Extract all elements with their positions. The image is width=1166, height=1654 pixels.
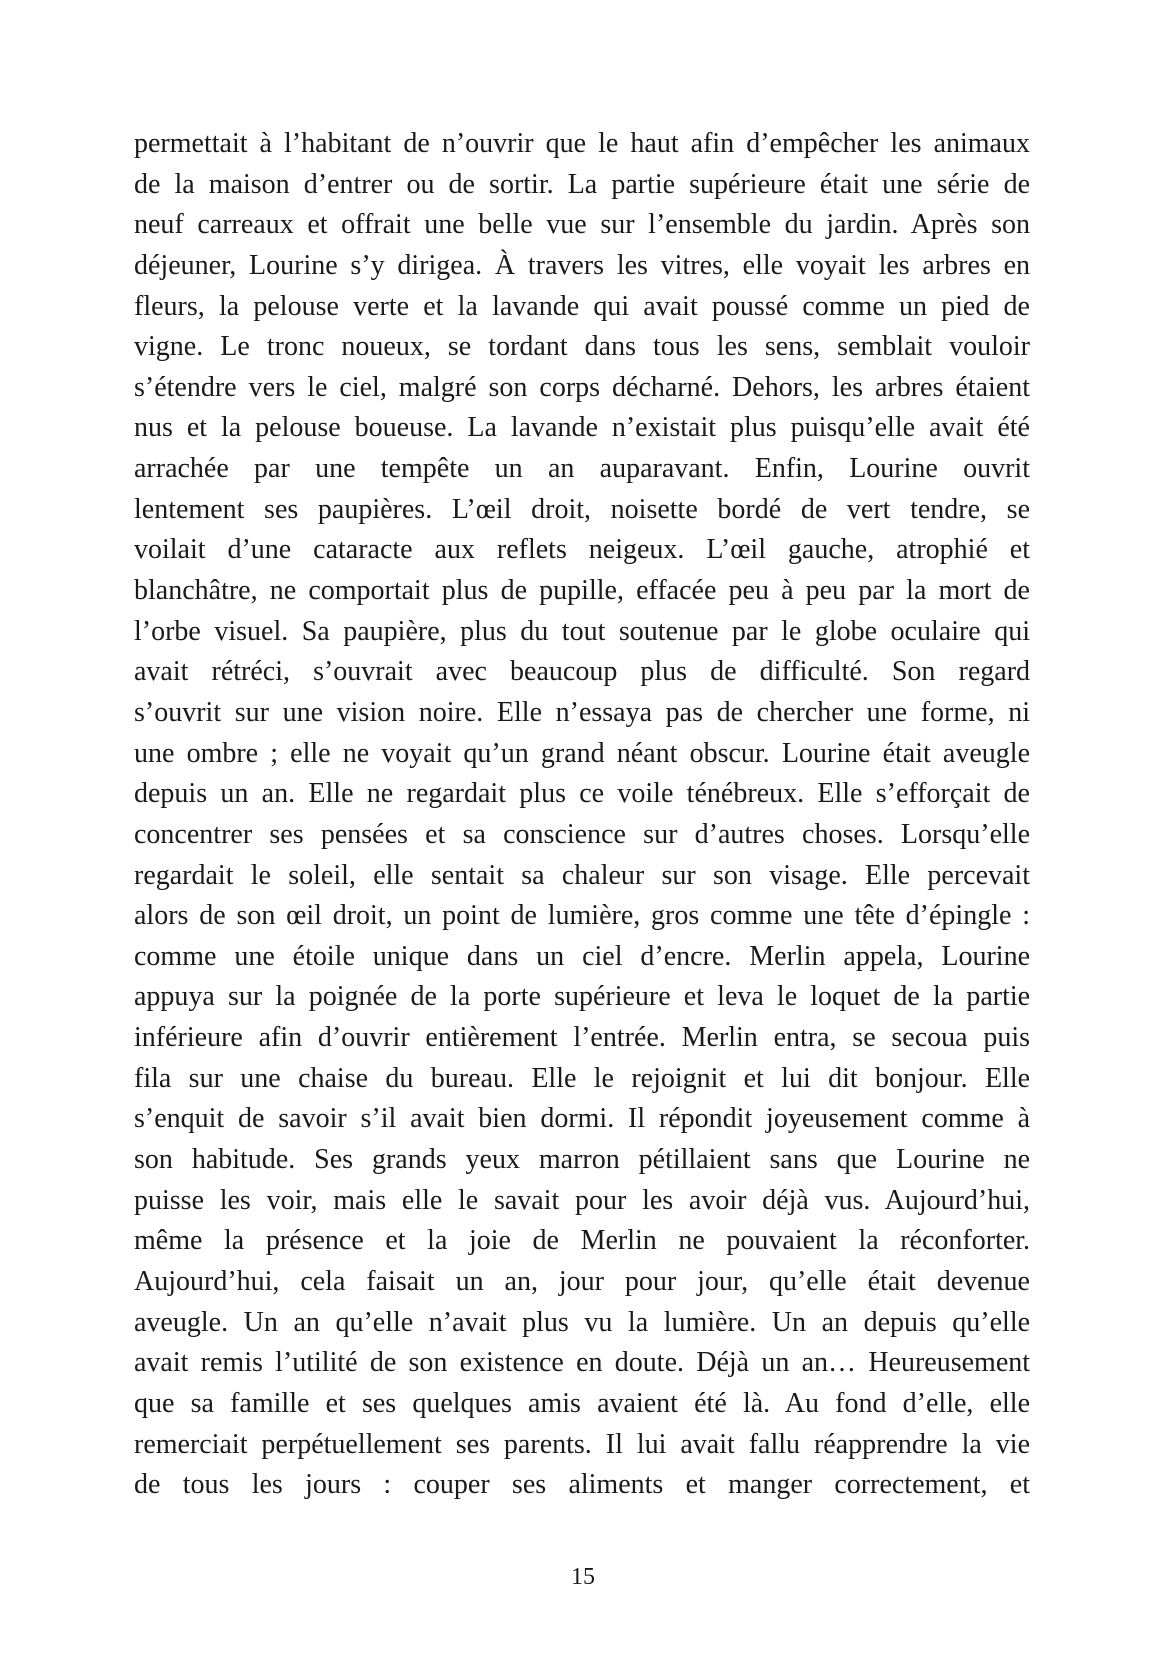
text-line: avait rétréci, s’ouvrait avec beaucoup plus de difficulté. Son regard bbox=[134, 656, 1031, 688]
text-line: s’ouvrit sur une vision noire. Elle n’essaya pas de chercher une forme, ni bbox=[134, 696, 1030, 728]
text-line: avait remis l’utilité de son existence en doute. Déjà un an… Heureusement bbox=[134, 1347, 1031, 1379]
text-line: déjeuner, Lourine s’y dirigea. À travers les vitres, elle voyait les arbres en bbox=[134, 249, 1031, 281]
text-line: blanchâtre, ne comportait plus de pupille, effacée peu à peu par la mort de bbox=[134, 575, 1030, 607]
text-line: vigne. Le tronc noueux, se tordant dans tous les sens, semblait vouloir bbox=[134, 331, 1030, 363]
text-line: de la maison d’entrer ou de sortir. La partie supérieure était une série de bbox=[134, 168, 1030, 200]
text-line: s’enquit de savoir s’il avait bien dormi. Il répondit joyeusement comme à bbox=[134, 1103, 1031, 1135]
text-line: permettait à l’habitant de n’ouvrir que le haut afin d’empêcher les animaux bbox=[134, 128, 1030, 159]
text-line: une ombre ; elle ne voyait qu’un grand néant obscur. Lourine était aveugle bbox=[134, 737, 1030, 769]
text-line: depuis un an. Elle ne regardait plus ce voile ténébreux. Elle s’efforçait de bbox=[134, 778, 1030, 810]
text-line: de tous les jours : couper ses aliments et manger correctement, et bbox=[134, 1469, 1030, 1501]
text-line: puisse les voir, mais elle le savait pour les avoir déjà vus. Aujourd’hui, bbox=[134, 1184, 1031, 1216]
text-line: comme une étoile unique dans un ciel d’encre. Merlin appela, Lourine bbox=[134, 940, 1031, 972]
text-line: neuf carreaux et offrait une belle vue sur l’ensemble du jardin. Après son bbox=[134, 209, 1030, 241]
text-line: voilait d’une cataracte aux reflets neigeux. L’œil gauche, atrophié et bbox=[134, 534, 1031, 566]
text-line: concentrer ses pensées et sa conscience sur d’autres choses. Lorsqu’elle bbox=[134, 818, 1030, 850]
text-line: nus et la pelouse boueuse. La lavande n’existait plus puisqu’elle avait été bbox=[134, 412, 1030, 444]
text-line: appuya sur la poignée de la porte supérieure et leva le loquet de la partie bbox=[134, 981, 1031, 1013]
text-line: que sa famille et ses quelques amis avaient été là. Au fond d’elle, elle bbox=[134, 1387, 1030, 1419]
text-line: son habitude. Ses grands yeux marron pétillaient sans que Lourine ne bbox=[134, 1144, 1031, 1176]
text-line: alors de son œil droit, un point de lumière, gros comme une tête d’épingle : bbox=[134, 900, 1030, 932]
text-line: lentement ses paupières. L’œil droit, noisette bordé de vert tendre, se bbox=[134, 493, 1031, 525]
text-line: même la présence et la joie de Merlin ne pouvaient la réconforter. bbox=[134, 1225, 1031, 1257]
text-line: fila sur une chaise du bureau. Elle le rejoignit et lui dit bonjour. Elle bbox=[134, 1062, 1031, 1094]
text-line: arrachée par une tempête un an auparavant. Enfin, Lourine ouvrit bbox=[134, 453, 1030, 485]
text-line: s’étendre vers le ciel, malgré son corps décharné. Dehors, les arbres étaient bbox=[134, 371, 1030, 403]
page-number: 15 bbox=[571, 1564, 595, 1590]
body-text bbox=[134, 124, 1030, 1506]
text-line: regardait le soleil, elle sentait sa chaleur sur son visage. Elle percevait bbox=[134, 859, 1030, 891]
text-line: l’orbe visuel. Sa paupière, plus du tout soutenue par le globe oculaire qui bbox=[134, 615, 1031, 647]
text-line: fleurs, la pelouse verte et la lavande qui avait poussé comme un pied de bbox=[134, 290, 1030, 322]
text-line: inférieure afin d’ouvrir entièrement l’entrée. Merlin entra, se secoua puis bbox=[134, 1022, 1031, 1054]
text-line: Aujourd’hui, cela faisait un an, jour pour jour, qu’elle était devenue bbox=[134, 1265, 1030, 1297]
text-line: aveugle. Un an qu’elle n’avait plus vu la lumière. Un an depuis qu’elle bbox=[134, 1306, 1031, 1338]
text-line: remerciait perpétuellement ses parents. Il lui avait fallu réapprendre la vie bbox=[134, 1428, 1030, 1460]
